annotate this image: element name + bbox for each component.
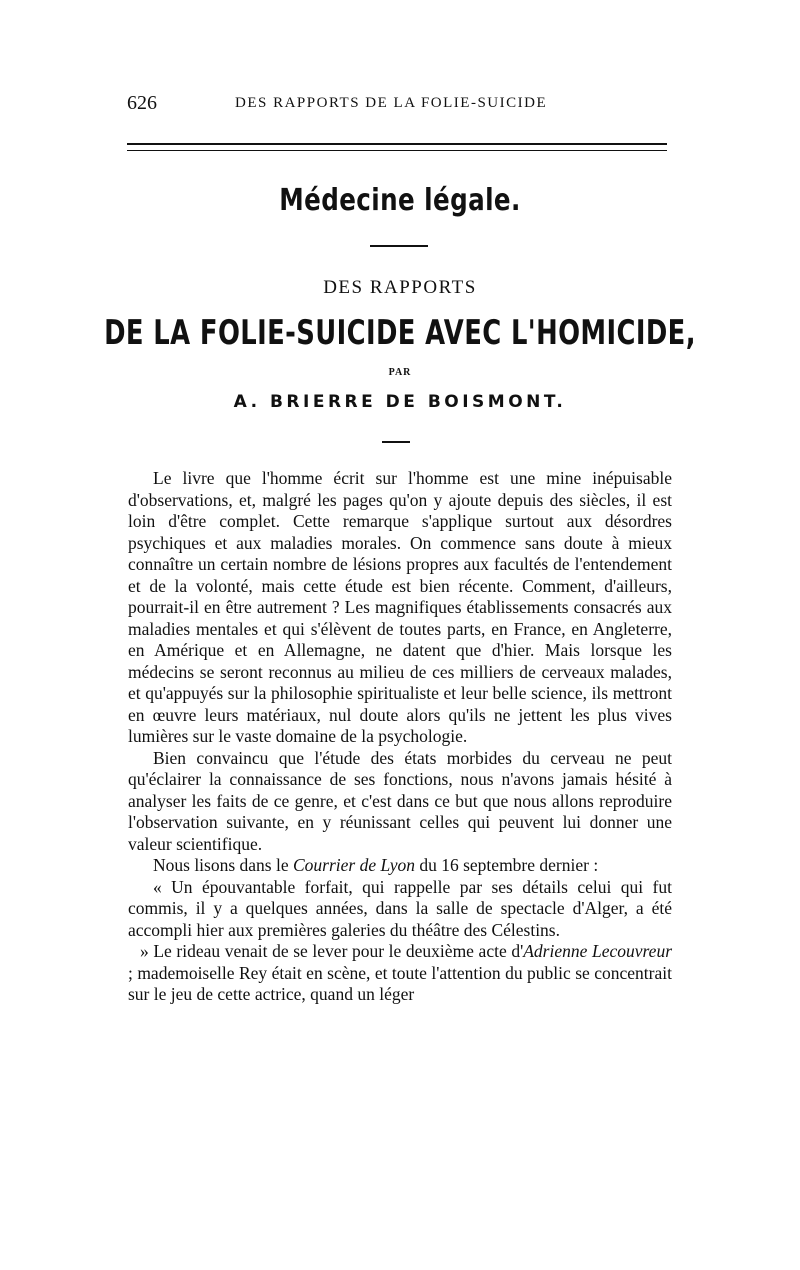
paragraph: Le livre que l'homme écrit sur l'homme est une mine inépuisable d'observations, et, malgré les pages qu'on y ajoute depuis des siècles, il est loin d'être complet. Cette remarque s'applique surtout aux désordres psychiques et aux maladies morales. On commence sans doute à mieux connaître un certain nombre de lésions propres aux facultés de l'entendement et de la volonté, mais cette étude est bien récente. Comment, d'ailleurs, pourrait-il en être autrement ? Les magnifiques établissements consacrés aux maladies mentales et qui s'élèvent de toutes parts, en France, en Angleterre, en Amérique et en Allemagne, ne datent que d'hier. Mais lorsque les médecins se seront reconnus au milieu de ces milliers de cerveaux malades, et qu'appuyés sur la philosophie spiritualiste et leur belle science, ils mettront en œuvre leurs matériaux, nul doute alors qu'ils ne jettent les plus vives lumières sur le vaste domaine de la psychologie. (128, 468, 672, 746)
play-title: Adrienne Lecouvreur (523, 941, 673, 961)
newspaper-title: Courrier de Lyon (293, 855, 415, 875)
section-divider (370, 245, 428, 247)
paragraph (128, 855, 672, 877)
paragraph-text: du 16 septembre dernier : (414, 855, 599, 875)
section-title: Médecine légale. (279, 183, 521, 218)
header-double-rule (127, 143, 667, 151)
quote-paragraph: « Un épouvantable forfait, qui rappelle par ses détails celui qui fut commis, il y a quelques années, dans la salle de spectacle d'Alger, a été accompli hier aux premières galeries du théâtre des Célestins. (128, 876, 672, 940)
paragraph-text: Nous lisons dans le (153, 855, 293, 875)
quote-paragraph (128, 941, 672, 1006)
article-title-line2: DE LA FOLIE-SUICIDE AVEC L'HOMICIDE, (104, 313, 696, 353)
author-name: A. BRIERRE DE BOISMONT. (233, 392, 567, 412)
title-divider (382, 441, 410, 443)
byline-prefix: PAR (388, 367, 412, 378)
paragraph-text: ; mademoiselle Rey était en scène, et toute l'attention du public se concentrait sur le jeu de cette actrice, quand un léger (128, 962, 672, 1004)
running-head (127, 92, 672, 116)
article-title-line1: DES RAPPORTS (323, 277, 477, 298)
running-title: DES RAPPORTS DE LA FOLIE-SUICIDE (235, 95, 548, 111)
article-body (128, 468, 672, 1006)
paragraph-text: » Le rideau venait de se lever pour le deuxième acte d' (140, 941, 524, 961)
page-number: 626 (127, 92, 157, 114)
paragraph (128, 748, 672, 856)
paragraph-text: Bien convaincu que l'étude des états morbides du cerveau ne peut qu'éclairer la connaissance de ses fonctions, nous n'avons jamais hésité à analyser les faits de ce genre, et c'est dans ce but que nous allons reproduire l'observation suivante, en y réunissant celles qui peuvent lui donner une valeur scientifique. (128, 747, 672, 854)
